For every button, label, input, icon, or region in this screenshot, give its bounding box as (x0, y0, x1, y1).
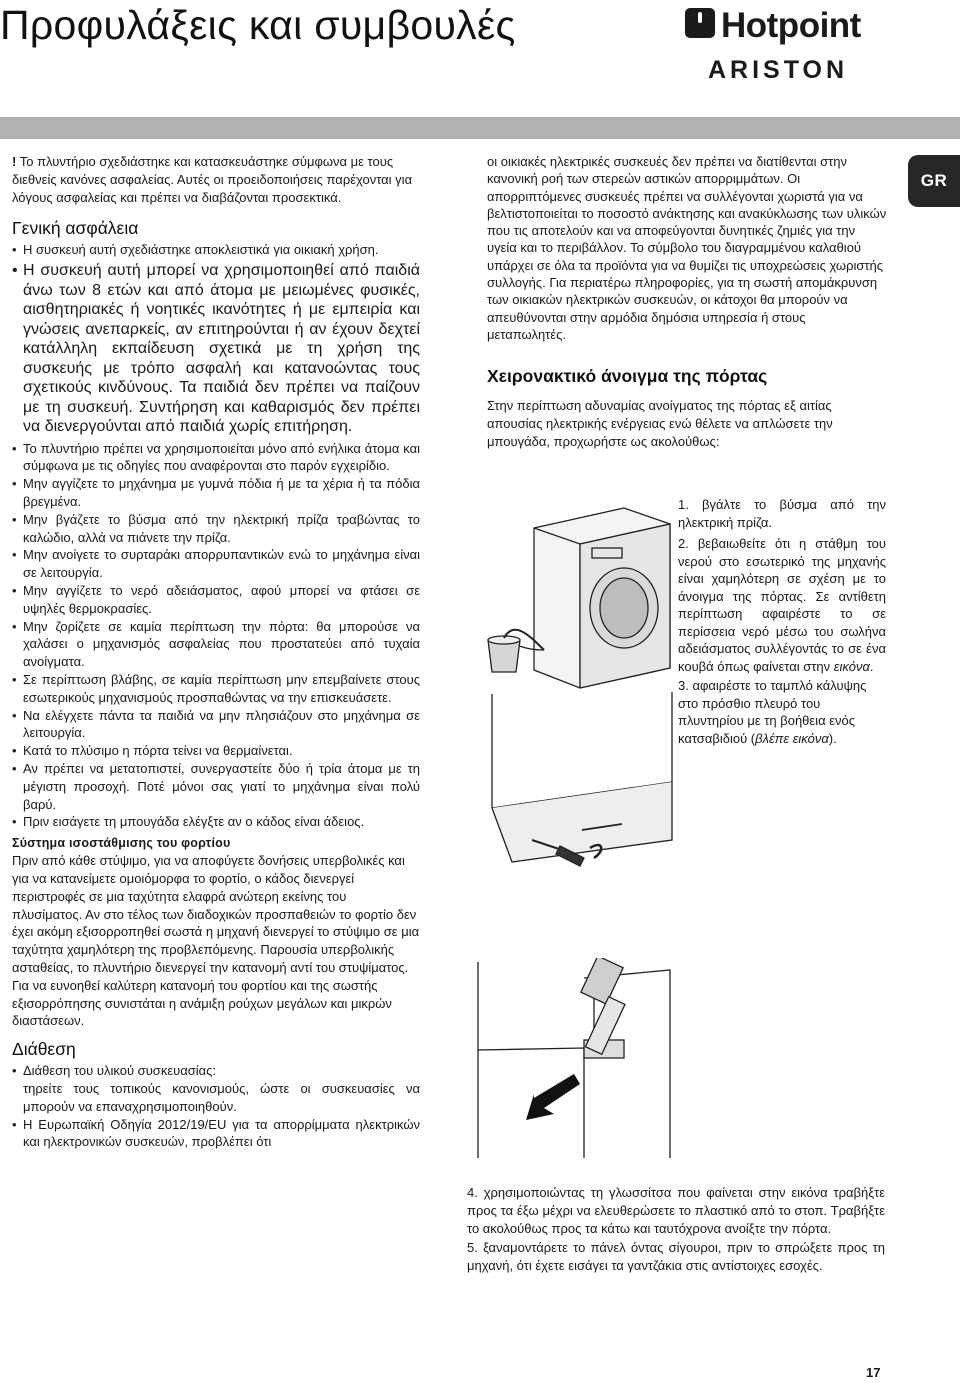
list-item: • Μην ζορίζετε σε καμία περίπτωση την πόρτα: θα μπορούσε να χαλάσει ο μηχανισμός ασφαλείας που προστατεύει από τυχαία ανοίγματα. (12, 618, 420, 671)
general-safety-list-large (12, 261, 420, 437)
door-step-3 (678, 677, 886, 747)
door-step-3-em: βλέπε εικόνα (755, 730, 829, 746)
header-divider-bar (0, 117, 960, 139)
list-item: • Πριν εισάγετε τη μπουγάδα ελέγξτε αν ο κάδος είναι άδειος. (12, 813, 420, 831)
door-heading: Χειρονακτικό άνοιγμα της πόρτας (487, 366, 768, 387)
intro-text: Το πλυντήριο σχεδιάστηκε και κατασκευάστηκε σύμφωνα με τους διεθνείς κανόνες ασφαλείας. Αυτές οι προειδοποιήσεις παρέχονται για λόγους ασφαλείας και πρέπει να διαβάζονται προσεκτικά. (12, 154, 413, 205)
door-steps-4-5 (467, 1184, 885, 1275)
brand-name: Hotpoint (721, 6, 861, 45)
disposal-item-title: Διάθεση του υλικού συσκευασίας: (23, 1063, 217, 1079)
general-safety-list (12, 440, 420, 832)
list-item: • Η συσκευή αυτή σχεδιάστηκε αποκλειστικά για οικιακή χρήση. (12, 241, 420, 259)
disposal-list (12, 1062, 420, 1151)
disposal-continued: οι οικιακές ηλεκτρικές συσκευές δεν πρέπει να διατίθενται στην κανονική ροή των στερεών αστικών απορριμμάτων. Οι απορριπτόμενες συσκευές πρέπει να συλλέγονται χωριστά για να βελτιστοποιείται το ποσοστό ανάκτησης και ανακύκλωσης των υλικών που τις αποτελούν και να αποφεύγονται δυνητικές ζημιές για την υγεία και το περιβάλλον. Το σύμβολο του διαγραμμένου καλαθιού υπάρχει σε όλα τα προϊόντα για να θυμίζει τις υποχρεώσεις χωριστής συλλογής. Για περιατέρω πληροφορίες, για τη σωστή απομάκρυνση των οικιακών ηλεκτρικών συσκευών, οι κάτοχοι θα μπορούν να απευθύνονται στην αρμόδια δημόσια υπηρεσία ή στους μεταπωλητές. (487, 154, 887, 342)
door-step-5: 5. ξαναμοντάρετε το πάνελ όντας σίγουροι, πριν το σπρώξετε προς τη μηχανή, ότι έχετε εισάγει τα γαντζάκια στις αντίστοιχες εσοχές. (467, 1239, 885, 1273)
list-item: • Η συσκευή αυτή μπορεί να χρησιμοποιηθεί από παιδιά άνω των 8 ετών και από άτομα με μειωμένες φυσικές, αισθητηριακές ή νοητικές ικανότητες ή με εμπειρία και γνώσεις ανεπαρκείς, αν επιτηρούνται ή αν έχουν δεχτεί κατάλληλη εκπαίδευση σχετικά με τη χρήση της συσκευής με τρόπο ασφαλή και κατανοώντας τους σχετικούς κινδύνους. Τα παιδιά δεν πρέπει να παίζουν με τη συσκευή. Συντήρηση και καθαρισμός δεν πρέπει να διενεργούνται από παιδιά χωρίς επιτήρηση. (12, 261, 420, 437)
intro-paragraph (12, 153, 420, 206)
balance-paragraph: Πριν από κάθε στύψιμο, για να αποφύγετε δονήσεις υπερβολικές και για να κατανείμετε ομοιόμορφα το φορτίο, ο κάδος διενεργεί περιστροφές σε μια ταχύτητα ελαφρά ανώτερη εκείνης του πλυσίματος. Αν στο τέλος των διαδοχικών προσπαθειών το φορτίο δεν έχει ακόμη εξισορροπηθεί σωστά η μηχανή διενεργεί το στύψιμο σε μια ταχύτητα χαμηλότερη της προβλεπόμενης. Παρουσία υπερβολικής ασταθείας, το πλυντήριο διενεργεί την κατανομή αντί του στυψίματος. Για να ευνοηθεί καλύτερη κατανομή του φορτίου και της σωστής εξισορρόπησης συνιστάται η ανάμιξη ρούχων μεγάλων και μικρών διαστάσεων. (12, 853, 420, 1029)
disposal-item-text: τηρείτε τους τοπικούς κανονισμούς, ώστε οι συσκευασίες να μπορούν να επαναχρησιμοποιηθούν. (23, 1080, 420, 1114)
list-item: • Να ελέγχετε πάντα τα παιδιά να μην πλησιάζουν στο μηχάνημα σε λειτουργία. (12, 707, 420, 743)
language-tab: GR (908, 155, 960, 207)
disposal-heading: Διάθεση (12, 1039, 76, 1060)
door-step-1: 1. βγάλτε το βύσμα από την ηλεκτρική πρίζα. (678, 497, 886, 530)
washer-drain-figure (474, 500, 674, 690)
door-step-2: 2. βεβαιωθείτε ότι η στάθμη του νερού στο εσωτερικό της μηχανής είναι χαμηλότερη σε σχέση με το άνοιγμα της πόρτας. Σε αντίθετη περίπτωση αφαιρέστε το σε περίσσεια νερό μέσω του σωλήνα αδειάσματος συλλέγοντάς το σε ένα κουβά όπως φαίνεται στην εικόνα. (678, 536, 886, 674)
warning-mark: ! (12, 154, 17, 169)
list-item: • Αν πρέπει να μετατοπιστεί, συνεργαστείτε δύο ή τρία άτομα με τη μέγιστη προσοχή. Ποτέ μόνοι σας γιατί το μηχάνημα είναι πολύ βαρύ. (12, 760, 420, 813)
door-steps-1-3 (678, 496, 886, 747)
list-item: • Μην ανοίγετε το συρταράκι απορρυπαντικών ενώ το μηχάνημα είναι σε λειτουργία. (12, 546, 420, 582)
door-step-2-em: εικόνα (833, 658, 870, 674)
page-number: 17 (866, 1365, 881, 1380)
list-item (12, 1062, 420, 1115)
right-column (487, 153, 887, 451)
door-intro: Στην περίπτωση αδυναμίας ανοίγματος της πόρτας εξ αιτίας απουσίας ηλεκτρικής ενέργειας ενώ θέλετε να απλώσετε την μπουγάδα, προχωρήστε ως ακολούθως: (487, 398, 833, 450)
list-item: • Η Ευρωπαϊκή Οδηγία 2012/19/EU για τα απορρίμματα ηλεκτρικών και ηλεκτρονικών συσκευών, προβλέπει ότι (12, 1116, 420, 1152)
list-item: • Κατά το πλύσιμο η πόρτα τείνει να θερμαίνεται. (12, 742, 420, 760)
page-title: Προφυλάξεις και συμβουλές (0, 2, 516, 48)
brand-logo (681, 0, 871, 90)
list-item: • Μην βγάζετε το βύσμα από την ηλεκτρική πρίζα τραβώντας το καλώδιο, αλλά να πιάνετε την πρίζα. (12, 511, 420, 547)
tab-release-figure (474, 958, 674, 1163)
list-item: • Το πλυντήριο πρέπει να χρησιμοποιείται μόνο από ενήλικα άτομα και σύμφωνα με τις οδηγίες που αναφέρονται στο παρόν εγχειρίδιο. (12, 440, 420, 476)
brand-subname: ARISTON (708, 56, 849, 84)
list-item: • Μην αγγίζετε το μηχάνημα με γυμνά πόδια ή με τα χέρια ή τα πόδια βρεγμένα. (12, 475, 420, 511)
door-step-3-end: ). (828, 730, 837, 746)
list-item: • Σε περίπτωση βλάβης, σε καμία περίπτωση μην επεμβαίνετε στους εσωτερικούς μηχανισμούς προσπαθώντας να την επισκευάσετε. (12, 671, 420, 707)
hotpoint-logo-icon (685, 8, 715, 38)
door-step-2-text: 2. βεβαιωθείτε ότι η στάθμη του νερού στο εσωτερικό της μηχανής είναι χαμηλότερη σε σχέση με το άνοιγμα της πόρτας. Σε αντίθετη περίπτωση αφαιρέστε το σε περίσσεια νερό μέσω του σωλήνα αδειάσματος συλλέγοντάς το σε ένα κουβά όπως φαίνεται στην (678, 536, 886, 674)
list-item: • Μην αγγίζετε το νερό αδειάσματος, αφού μπορεί να φτάσει σε υψηλές θερμοκρασίες. (12, 582, 420, 618)
left-column (12, 153, 420, 1151)
screwdriver-panel-figure (472, 690, 677, 875)
general-safety-list-top (12, 241, 420, 259)
balance-heading: Σύστημα ισοστάθμισης του φορτίου (12, 836, 231, 851)
door-step-3-text: 3. αφαιρέστε το ταμπλό κάλυψης στο πρόσθιο πλευρό του πλυντηρίου με τη βοήθεια ενός κατσαβιδιού ( (678, 678, 867, 746)
general-safety-heading: Γενική ασφάλεια (12, 218, 139, 239)
door-step-4: 4. χρησιμοποιώντας τη γλωσσίτσα που φαίνεται στην εικόνα τραβήξτε προς τα έξω μέχρι να ελευθερώσετε το πλαστικό από το στοπ. Τραβήξτε το ακολούθως προς τα κάτω και ταυτόχρονα ανοίξτε την πόρτα. (467, 1185, 885, 1237)
